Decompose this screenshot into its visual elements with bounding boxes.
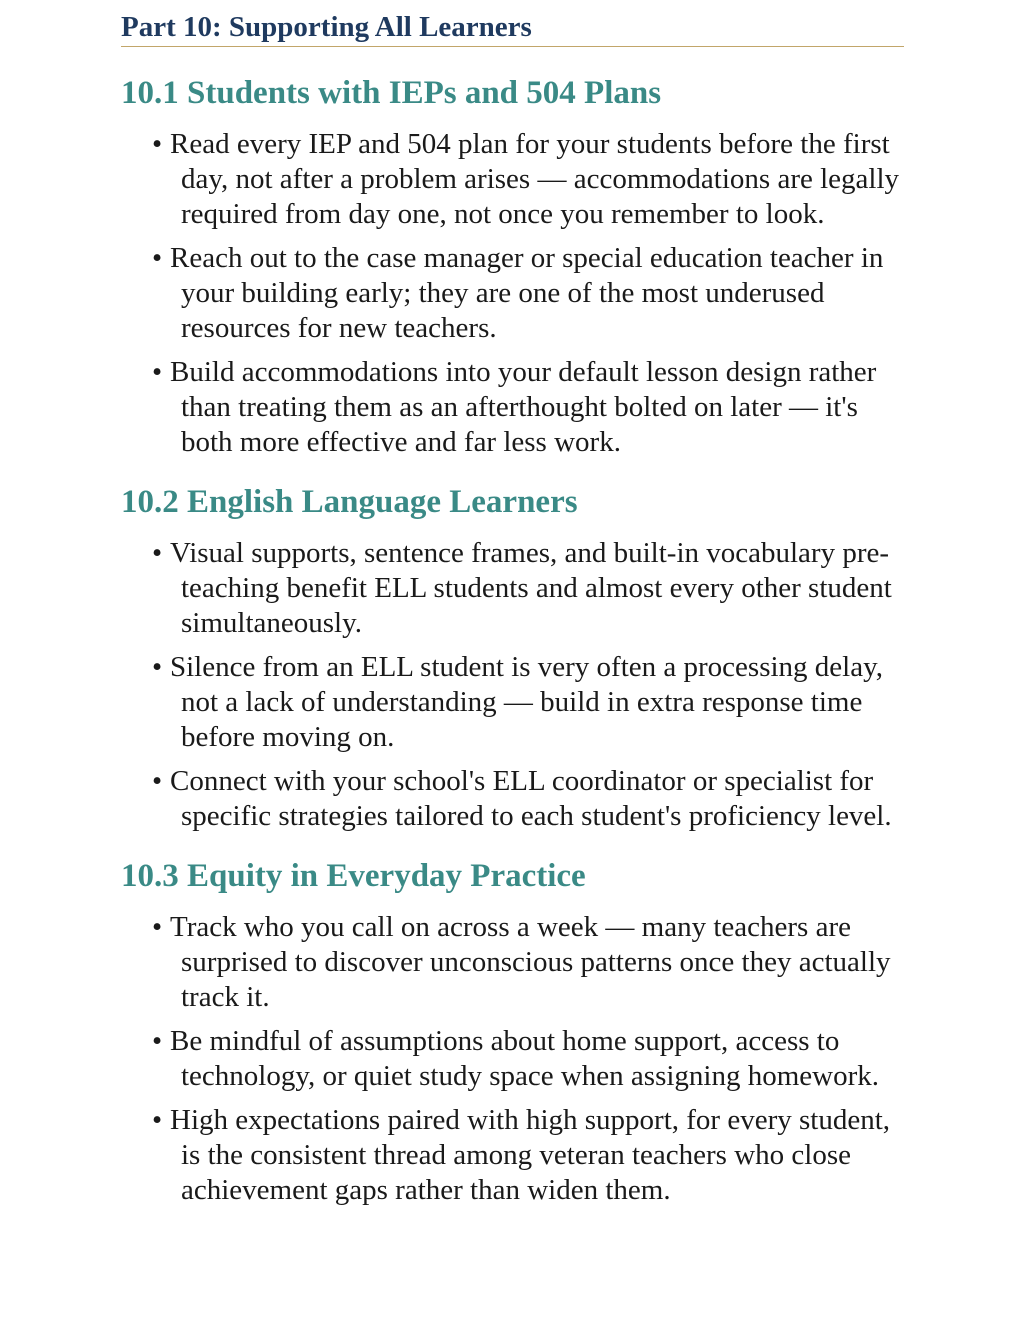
list-item: [121, 1103, 904, 1208]
section-iep-504: [121, 73, 904, 460]
section-equity: [121, 856, 904, 1208]
section-title: 10.1 Students with IEPs and 504 Plans: [121, 75, 662, 111]
list-item: [121, 536, 904, 641]
list-item: [121, 1024, 904, 1094]
list-item-text: Read every IEP and 504 plan for your students before the first day, not after a problem arises — accommodations are legally required from day one, not once you remember to look.: [170, 128, 900, 230]
list-item: [121, 127, 904, 232]
list-item: [121, 764, 904, 834]
list-item-text: Reach out to the case manager or special education teacher in your building early; they are one of the most underused resources for new teachers.: [170, 242, 884, 344]
list-item: [121, 355, 904, 460]
list-item: [121, 910, 904, 1015]
bullet-icon: •: [152, 911, 163, 943]
list-item-text: Visual supports, sentence frames, and built-in vocabulary pre-teaching benefit ELL students and almost every other student simultaneously.: [170, 537, 892, 639]
list-item-text: Track who you call on across a week — many teachers are surprised to discover unconscious patterns once they actually track it.: [170, 911, 891, 1013]
list-item-text: Connect with your school's ELL coordinator or specialist for specific strategies tailored to each student's proficiency level.: [170, 765, 892, 832]
list-item-text: Build accommodations into your default lesson design rather than treating them as an afterthought bolted on later — it's both more effective and far less work.: [170, 356, 877, 458]
part-title: Part 10: Supporting All Learners: [121, 11, 532, 43]
list-item-text: Be mindful of assumptions about home support, access to technology, or quiet study space when assigning homework.: [170, 1025, 880, 1092]
bullet-icon: •: [152, 242, 163, 274]
list-item: [121, 241, 904, 346]
list-item-text: Silence from an ELL student is very often a processing delay, not a lack of understanding — build in extra response time before moving on.: [170, 651, 883, 753]
bullet-icon: •: [152, 1104, 163, 1136]
bullet-list: [121, 910, 904, 1208]
bullet-icon: •: [152, 537, 163, 569]
section-title: 10.3 Equity in Everyday Practice: [121, 858, 586, 894]
bullet-list: [121, 536, 904, 834]
document-page: [121, 0, 904, 1217]
section-title: 10.2 English Language Learners: [121, 484, 578, 520]
bullet-icon: •: [152, 1025, 163, 1057]
list-item-text: High expectations paired with high support, for every student, is the consistent thread among veteran teachers who close achievement gaps rather than widen them.: [170, 1104, 891, 1206]
section-ell: [121, 482, 904, 834]
bullet-icon: •: [152, 356, 163, 388]
bullet-icon: •: [152, 651, 163, 683]
list-item: [121, 650, 904, 755]
bullet-icon: •: [152, 765, 163, 797]
bullet-list: [121, 127, 904, 460]
bullet-icon: •: [152, 128, 163, 160]
part-header: [121, 10, 904, 47]
